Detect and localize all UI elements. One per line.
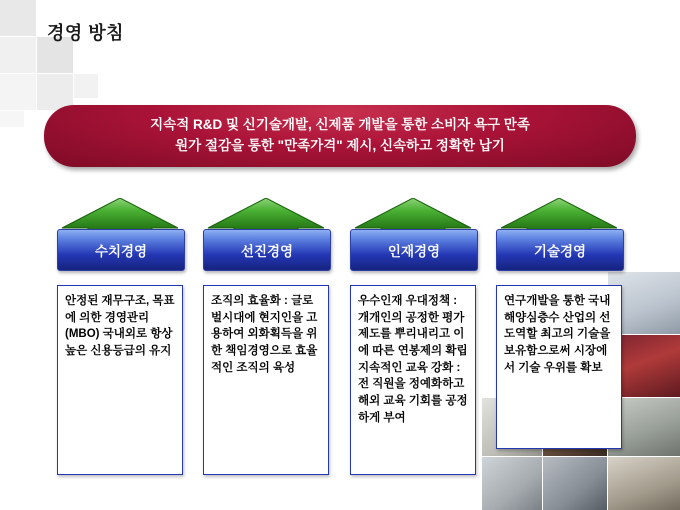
up-arrow-icon — [353, 198, 473, 232]
mission-banner — [44, 105, 636, 167]
decorative-square — [0, 37, 36, 73]
pillar-header-2: 선진경영 — [203, 229, 331, 271]
up-arrow-icon — [60, 198, 180, 232]
pillar-body-3: 우수인재 우대정책 : 개개인의 공정한 평가제도를 뿌리내리고 이에 따른 연봉제의 확립 지속적인 교육 강화 : 전 직원을 정예화하고 해외 교육 기회를 공정하게 부여 — [350, 285, 476, 475]
decorative-photo — [608, 457, 680, 510]
pillar-header-1: 수치경영 — [57, 229, 185, 271]
up-arrow-icon — [206, 198, 326, 232]
pillar-body-4: 연구개발을 통한 국내 해양심층수 산업의 선도역할 최고의 기술을 보유함으로써 시장에서 기술 우위를 확보 — [496, 285, 622, 449]
mission-banner-line-1: 지속적 R&D 및 신기술개발, 신제품 개발을 통한 소비자 욕구 만족 — [150, 117, 530, 133]
pillar-header-4: 기술경영 — [496, 229, 624, 271]
pillar-body-2: 조직의 효율화 : 글로벌시대에 현지인을 고용하여 외화획득을 위한 책임경영으로 효율적인 조직의 육성 — [203, 285, 329, 475]
decorative-photo — [482, 457, 542, 510]
decorative-square — [0, 111, 24, 127]
page-title: 경영 방침 — [47, 23, 125, 43]
pillar-body-1: 안정된 재무구조, 목표에 의한 경영관리(MBO) 국내외로 항상 높은 신용등급의 유지 — [57, 285, 183, 475]
mission-banner-line-2: 원가 절감을 통한 "만족가격" 제시, 신속하고 정확한 납기 — [175, 138, 505, 153]
pillar-header-3: 인재경영 — [350, 229, 478, 271]
decorative-square — [74, 74, 98, 98]
decorative-square — [0, 74, 36, 110]
decorative-square — [0, 0, 36, 36]
up-arrow-icon — [499, 198, 619, 232]
decorative-photo — [543, 457, 607, 510]
